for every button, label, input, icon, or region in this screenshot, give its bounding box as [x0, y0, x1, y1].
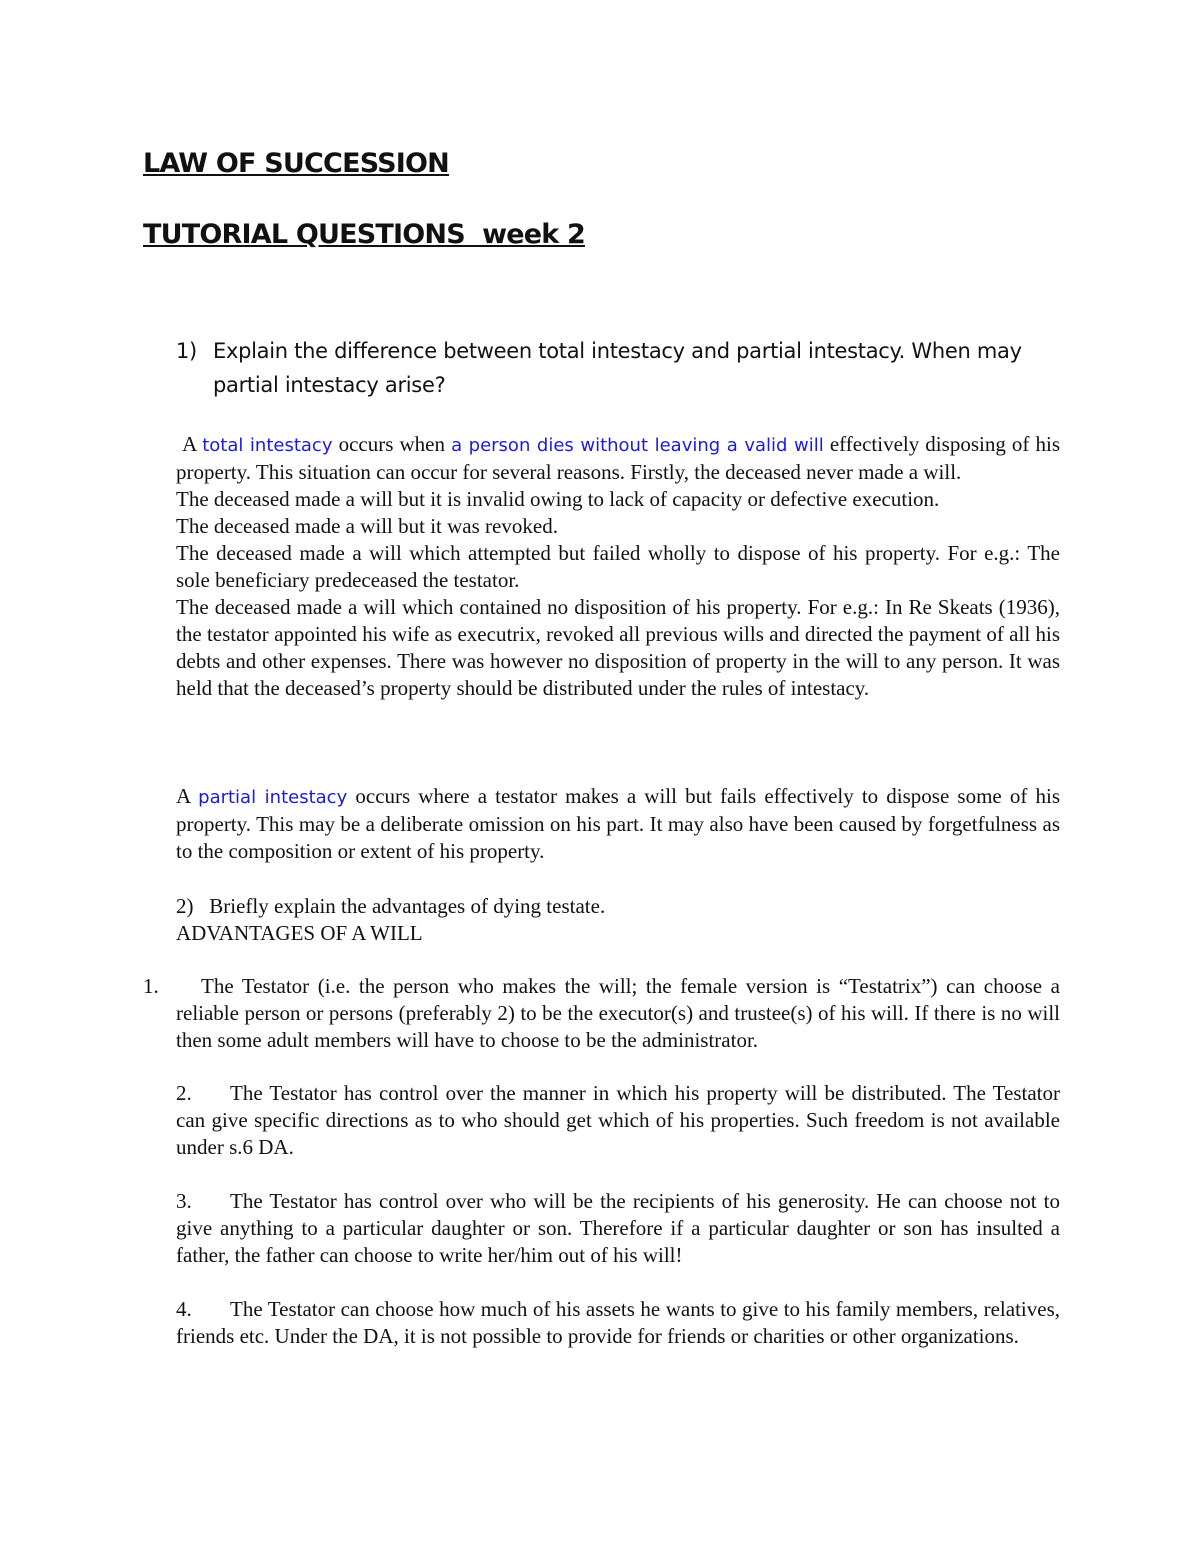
- reason-failed-disposition: The deceased made a will which attempted but failed wholly to dispose of his property. For e.g.: The sole beneficiary predeceased the testator.: [176, 541, 1060, 592]
- total-intestacy-intro: A total intestacy occurs when a person dies without leaving a valid will effectively disposing of his property. This situation can occur for several reasons. Firstly, the deceased never made a will.: [176, 432, 1061, 484]
- advantage-number: 3.: [176, 1189, 192, 1213]
- advantage-number: 4.: [176, 1297, 192, 1321]
- total-intestacy-answer: [176, 431, 1060, 702]
- question-1-number: 1): [176, 339, 197, 363]
- question-1-text: Explain the difference between total intestacy and partial intestacy. When may partial intestacy arise?: [213, 339, 1022, 397]
- advantage-item: [143, 973, 1060, 1054]
- question-1: [176, 334, 1066, 402]
- reason-no-disposition: The deceased made a will which contained no disposition of his property. For e.g.: In Re Skeats (1936), the testator appointed his wife as executrix, revoked all previous wills and directed the payment of all his debts and other expenses. There was however no disposition of property in the will to any person. It was held that the deceased’s property should be distributed under the rules of intestacy.: [176, 595, 1060, 700]
- advantage-item: [176, 1296, 1060, 1350]
- partial-intestacy-answer: A partial intestacy occurs where a testator makes a will but fails effectively to dispose some of his property. This may be a deliberate omission on his part. It may also have been caused by forgetfulness as to the composition or extent of his property.: [176, 784, 1060, 863]
- total-intestacy-definition: a person dies without leaving a valid will: [451, 435, 824, 456]
- advantage-text: The Testator has control over the manner in which his property will be distributed. The Testator can give specific directions as to who should get which of his properties. Such freedom is not available under s.6 DA.: [176, 1081, 1060, 1159]
- reason-revoked-will: The deceased made a will but it was revoked.: [176, 514, 558, 538]
- document-subtitle: TUTORIAL QUESTIONS week 2: [143, 219, 585, 250]
- advantage-text: The Testator can choose how much of his assets he wants to give to his family members, relatives, friends etc. Under the DA, it is not possible to provide for friends or charities or other organizations.: [176, 1297, 1060, 1348]
- document-title: LAW OF SUCCESSION: [143, 148, 449, 179]
- advantage-number: 1.: [143, 974, 159, 998]
- total-intestacy-term: total intestacy: [202, 435, 333, 456]
- advantages-heading: ADVANTAGES OF A WILL: [176, 921, 423, 945]
- reason-invalid-will: The deceased made a will but it is invalid owing to lack of capacity or defective execution.: [176, 487, 940, 511]
- advantage-item: [176, 1080, 1060, 1161]
- partial-intestacy-term: partial intestacy: [198, 787, 348, 808]
- question-2: 2) Briefly explain the advantages of dying testate.: [176, 894, 606, 918]
- advantage-text: The Testator has control over who will be the recipients of his generosity. He can choose not to give anything to a particular daughter or son. Therefore if a particular daughter or son has insulted a father, the father can choose to write her/him out of his will!: [176, 1189, 1060, 1267]
- advantage-item: [176, 1188, 1060, 1269]
- advantage-number: 2.: [176, 1081, 192, 1105]
- advantage-text: The Testator (i.e. the person who makes the will; the female version is “Testatrix”) can choose a reliable person or persons (preferably 2) to be the executor(s) and trustee(s) of his will. If there is no will then some adult members will have to choose to be the administrator.: [176, 974, 1060, 1052]
